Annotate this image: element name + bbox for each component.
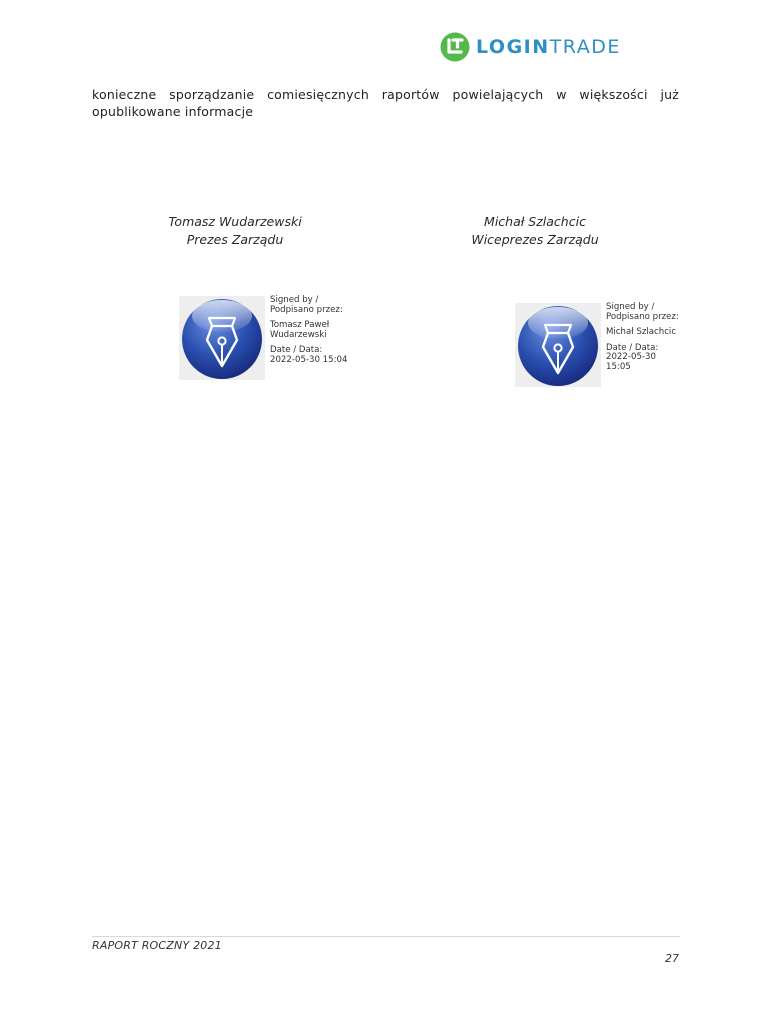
signature-stamp-right [515, 303, 696, 387]
logo-word-trade: TRADE [549, 36, 621, 58]
logintrade-logo [440, 31, 684, 63]
stamp-signer-name: Michał Szlachcic [606, 327, 677, 338]
stamp-signer-name: Tomasz Paweł [270, 320, 330, 331]
signatory-role: Prezes Zarządu [186, 232, 284, 247]
stamp-signer-name-cont: Wudarzewski [270, 329, 327, 340]
stamp-details [606, 303, 696, 373]
stamp-details [270, 296, 347, 366]
fountain-pen-nib-icon [179, 296, 265, 380]
logo-word-login: LOGIN [476, 36, 550, 58]
footer-divider [92, 936, 680, 937]
logintrade-logo-icon [440, 32, 470, 62]
fountain-pen-nib-icon [515, 303, 601, 387]
signatory-name: Michał Szlachcic [484, 214, 586, 229]
signed-by-label: Signed by / [270, 295, 319, 305]
page-number: 27 [665, 952, 679, 965]
stamp-date: 2022-05-30 15:04 [270, 354, 348, 365]
signatory-role: Wiceprezes Zarządu [471, 232, 599, 247]
signatory-right [450, 213, 620, 249]
signed-by-label-pl: Podpisano przez: [270, 304, 343, 315]
signed-by-label: Signed by / [606, 302, 655, 312]
logo-wordmark [476, 32, 621, 62]
footer-report-title: RAPORT ROCZNY 2021 [92, 939, 222, 952]
date-label: Date / Data: [606, 342, 659, 353]
stamp-time: 15:05 [606, 361, 631, 372]
signatory-name: Tomasz Wudarzewski [168, 214, 302, 229]
body-paragraph: konieczne sporządzanie comiesięcznych raportów powielających w większości już opublikowane informacje [92, 87, 679, 119]
date-label: Date / Data: [270, 345, 323, 356]
signature-stamp-left [179, 296, 347, 380]
signatory-left [150, 213, 320, 249]
signed-by-label-pl: Podpisano przez: [606, 311, 679, 322]
stamp-date: 2022-05-30 [606, 352, 656, 363]
